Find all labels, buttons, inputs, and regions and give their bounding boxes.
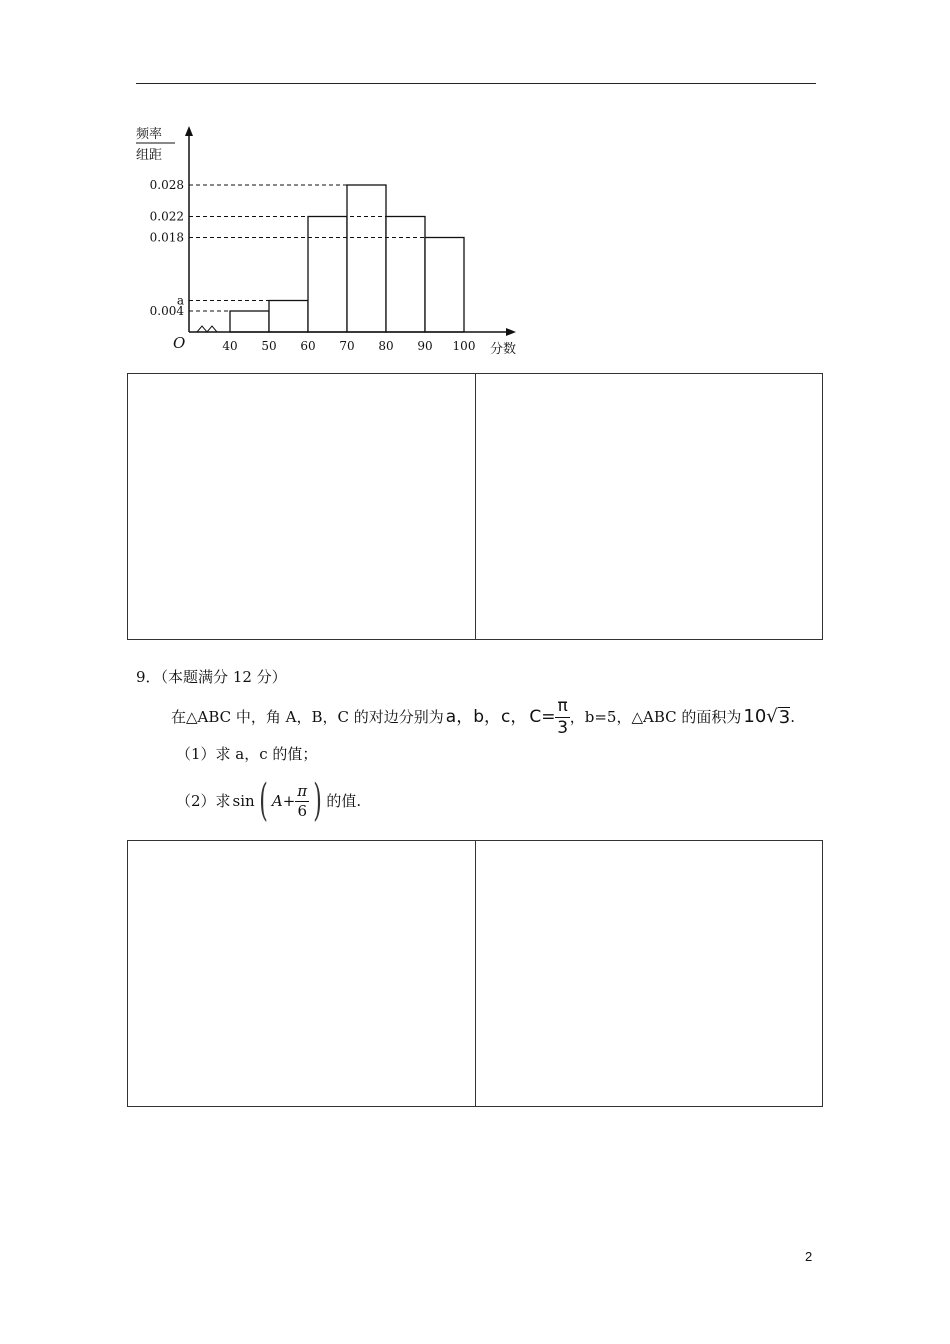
y-axis-label-top: 频率 xyxy=(136,127,163,142)
x-tick-label: 100 xyxy=(452,339,476,353)
argument-fraction xyxy=(295,781,309,820)
histogram-bar xyxy=(425,238,464,333)
answer-box-right[interactable] xyxy=(475,374,823,639)
argument-numerator: π xyxy=(297,781,308,800)
x-axis-arrow xyxy=(506,328,516,336)
question-9-header xyxy=(136,667,287,687)
y-tick-label: a xyxy=(176,293,184,308)
part2-suffix: 的值. xyxy=(326,792,362,810)
histogram-bar xyxy=(347,185,386,332)
part2-prefix: （2）求 xyxy=(176,792,231,810)
question-9-stem xyxy=(171,694,795,740)
area-coefficient: 10 xyxy=(743,706,767,727)
y-axis-arrow xyxy=(185,126,193,136)
histogram-bar xyxy=(230,311,269,332)
area-radicand: 3 xyxy=(778,706,791,728)
question-number: 9． xyxy=(136,668,161,686)
left-paren: ( xyxy=(258,775,268,826)
y-tick-label: 0.022 xyxy=(149,209,184,224)
answer-box-left[interactable] xyxy=(128,374,475,639)
y-tick-label: 0.018 xyxy=(149,230,184,245)
angle-c-fraction xyxy=(555,695,569,738)
page-number: 2 xyxy=(805,1249,813,1264)
question-9-part2 xyxy=(176,774,361,828)
histogram-bar xyxy=(269,301,308,333)
question-9-part1: （1）求 a，c 的值； xyxy=(176,745,318,763)
answer-box-grid xyxy=(127,373,823,640)
y-axis-label-bottom: 组距 xyxy=(136,148,163,163)
answer-box-grid xyxy=(127,840,823,1107)
answer-box-left[interactable] xyxy=(128,841,475,1106)
x-tick-label: 90 xyxy=(417,339,433,353)
right-paren: ) xyxy=(313,775,323,826)
histogram-bar xyxy=(308,217,347,333)
sides-abc: a，b，c， xyxy=(445,707,528,727)
axis-break xyxy=(197,326,217,332)
x-tick-label: 80 xyxy=(378,339,394,353)
x-tick-label: 70 xyxy=(339,339,355,353)
header-rule xyxy=(136,83,816,84)
argument-a: A+ xyxy=(271,792,296,810)
x-tick-label: 40 xyxy=(222,339,238,353)
x-axis-label: 分数 xyxy=(490,342,517,357)
x-tick-label: 50 xyxy=(261,339,277,353)
x-tick-label: 60 xyxy=(300,339,316,353)
y-tick-label: 0.028 xyxy=(149,178,184,192)
sin-function: sin xyxy=(232,792,255,810)
area-root-sign: √ xyxy=(766,706,778,727)
histogram-bar xyxy=(386,217,425,333)
question-score: （本题满分 12 分） xyxy=(160,668,287,686)
stem-prefix: 在△ABC 中，角 A，B，C 的对边分别为 xyxy=(171,708,444,726)
stem-end: . xyxy=(790,708,795,726)
frequency-histogram xyxy=(130,120,530,365)
argument-denominator: 6 xyxy=(297,801,307,820)
y-tick-label: 0.004 xyxy=(149,304,184,318)
answer-box-right[interactable] xyxy=(475,841,823,1106)
stem-middle: ，b=5，△ABC 的面积为 xyxy=(569,708,742,726)
angle-c-label: C= xyxy=(529,707,556,727)
origin-label: O xyxy=(173,334,186,352)
angle-c-numerator: π xyxy=(557,695,568,716)
angle-c-denominator: 3 xyxy=(557,717,569,738)
